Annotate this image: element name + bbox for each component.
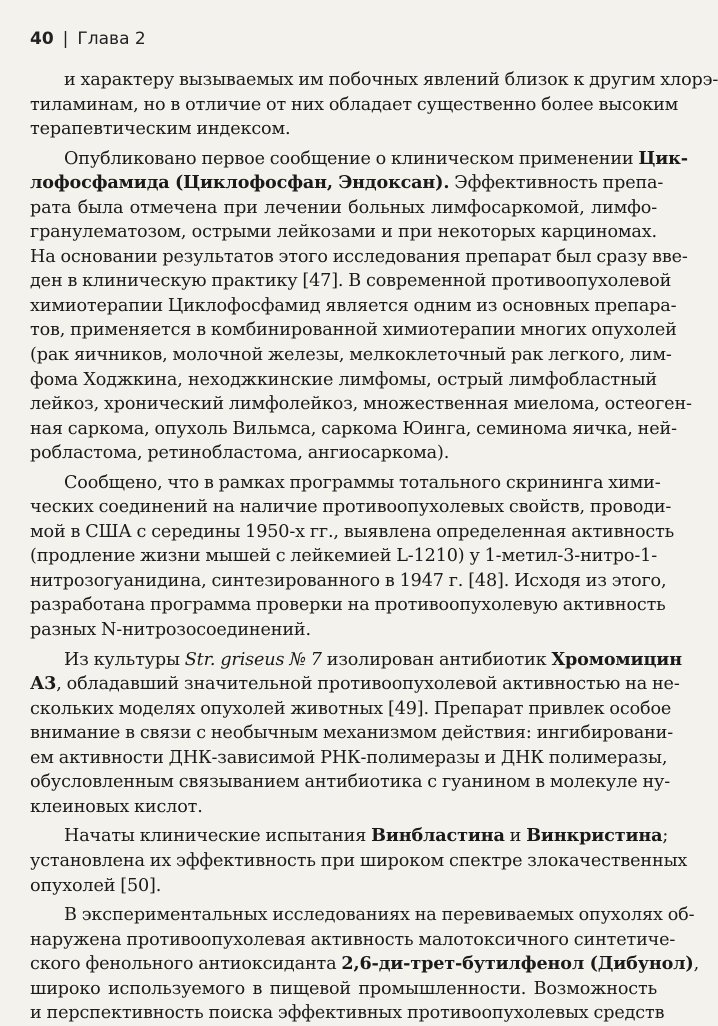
text-run: разработана программа проверки на противоопухолевую активность [30,595,666,616]
text-line [30,220,657,245]
text-run: тов, применяется в комбинированной химиотерапии многих опухолей [30,320,677,341]
text-line [30,392,692,417]
text-run: скольких моделях опухолей животных [49]. Препарат привлек особое [30,698,672,719]
text-run: гранулематозом, острыми лейкозами и при некоторых карциномах. [30,222,657,243]
text-run: ная саркома, опухоль Вильмса, саркома Юинга, семинома яичка, ней- [30,418,677,439]
text-line [30,746,668,771]
text-run: На основании результатов этого исследования препарат был сразу вве- [30,246,688,267]
text-run: терапевтическим индексом. [30,119,291,140]
bold-term: Винкристина [526,825,663,847]
text-run: , обладавший значительной противоопухолевой активностью на не- [56,674,680,695]
text-run: Начаты клинические испытания [64,826,372,847]
text-line [30,147,688,172]
text-line [30,593,666,618]
text-line [30,544,657,569]
bold-term: Хромомицин [551,648,682,670]
italic-term: Str. griseus № 7 [184,649,322,670]
text-run: наружена противоопухолевая активность малотоксичного синтетиче- [30,929,676,950]
text-line [30,952,700,977]
text-run: нитрозогуанидина, синтезированного в 1947 г. [48]. Исходя из этого, [30,570,667,591]
text-line [30,520,675,545]
paragraph [30,147,692,466]
text-run: В экспериментальных исследованиях на перевиваемых опухолях об- [64,905,695,926]
text-run: лейкоз, хронический лимфолейкоз, множественная миелома, остеоген- [30,394,692,415]
text-run: Из культуры [64,649,185,670]
text-line [30,648,682,673]
text-run: обусловленным связыванием антибиотика с гуанином в молекуле ну- [30,772,671,793]
text-run: изолирован антибиотик [321,649,552,670]
text-line [30,294,677,319]
text-line [30,569,667,594]
text-line [30,618,657,643]
text-run: рата была отмечена при лечении больных лимфосаркомой, лимфо- [30,197,657,218]
text-line [30,368,657,393]
text-line [30,672,680,697]
text-line [30,903,695,928]
text-line [30,117,657,142]
text-run: фома Ходжкина, неходжкинские лимфомы, острый лимфобластный [30,369,657,390]
text-line [30,874,657,899]
header-separator: | [62,29,69,49]
text-line [30,343,672,368]
text-line [30,269,672,294]
text-line [30,721,674,746]
paragraph [30,824,688,898]
text-line [30,93,679,118]
text-run: и [504,826,527,847]
text-line [30,928,676,953]
bold-term: Цик- [638,147,688,169]
body-text [30,68,718,1026]
text-line [30,977,657,1002]
text-line [30,318,677,343]
text-run: тиламинам, но в отличие от них обладает существенно более высоким [30,94,679,115]
running-head [30,28,657,50]
text-run: и характеру вызываемых им побочных явлений близок к другим хлорэ- [64,70,718,90]
text-line [30,171,664,196]
text-run: клеиновых кислот. [30,796,203,817]
text-run: мой в США с середины 1950-х гг., выявлена определенная активность [30,521,675,542]
text-line [30,697,672,722]
text-line [30,245,688,270]
paragraph [30,648,682,820]
text-run: внимание в связи с необычным механизмом действия: ингибировани- [30,723,674,744]
text-run: робластома, ретинобластома, ангиосаркома). [30,443,450,464]
paragraph [30,471,675,643]
bold-term: Винбластина [371,825,505,847]
paragraph [30,903,700,1026]
text-line [30,471,661,496]
bold-term: лофосфамида (Циклофосфан, Эндоксан). [30,172,450,194]
text-line [30,849,688,874]
text-run: , [693,954,700,975]
text-run: химиотерапии Циклофосфамид является одним из основных препара- [30,295,677,316]
text-run: ; [662,826,669,847]
text-line [30,1001,665,1026]
bold-term: А3 [30,673,57,695]
text-run: широко используемого в пищевой промышленности. Возможность [30,978,657,999]
text-run: (продление жизни мышей с лейкемией L-1210) у 1-метил-3-нитро-1- [30,546,657,567]
text-run: разных N-нитрозосоединений. [30,620,311,641]
text-run: опухолей [50]. [30,875,162,896]
text-line [30,824,669,849]
text-run: ческих соединений на наличие противоопухолевых свойств, проводи- [30,497,672,518]
text-run: ского фенольного антиоксиданта [30,954,342,975]
page-number: 40 [30,29,54,49]
text-run: Сообщено, что в рамках программы тотального скрининга хими- [64,472,661,493]
text-line [30,196,657,221]
text-run: ем активности ДНК-зависимой РНК-полимеразы и ДНК полимеразы, [30,747,668,768]
text-run: Опубликовано первое сообщение о клиническом применении [64,148,639,169]
text-line [30,495,672,520]
bold-term: 2,6-ди-трет-бутилфенол (Дибунол) [341,953,694,975]
text-run: и перспективность поиска эффективных противоопухолевых средств [30,1003,665,1024]
text-line [30,417,677,442]
text-line [30,795,657,820]
text-run: Эффективность препа- [449,173,664,194]
text-run: установлена их эффективность при широком спектре злокачественных [30,850,688,871]
text-run: (рак яичников, молочной железы, мелкоклеточный рак легкого, лим- [30,345,672,366]
text-line [30,770,671,795]
text-run: ден в клиническую практику [47]. В современной противоопухолевой [30,271,672,292]
text-line [30,68,718,93]
paragraph [30,68,718,142]
chapter-title: Глава 2 [77,29,146,49]
text-line [30,441,657,466]
